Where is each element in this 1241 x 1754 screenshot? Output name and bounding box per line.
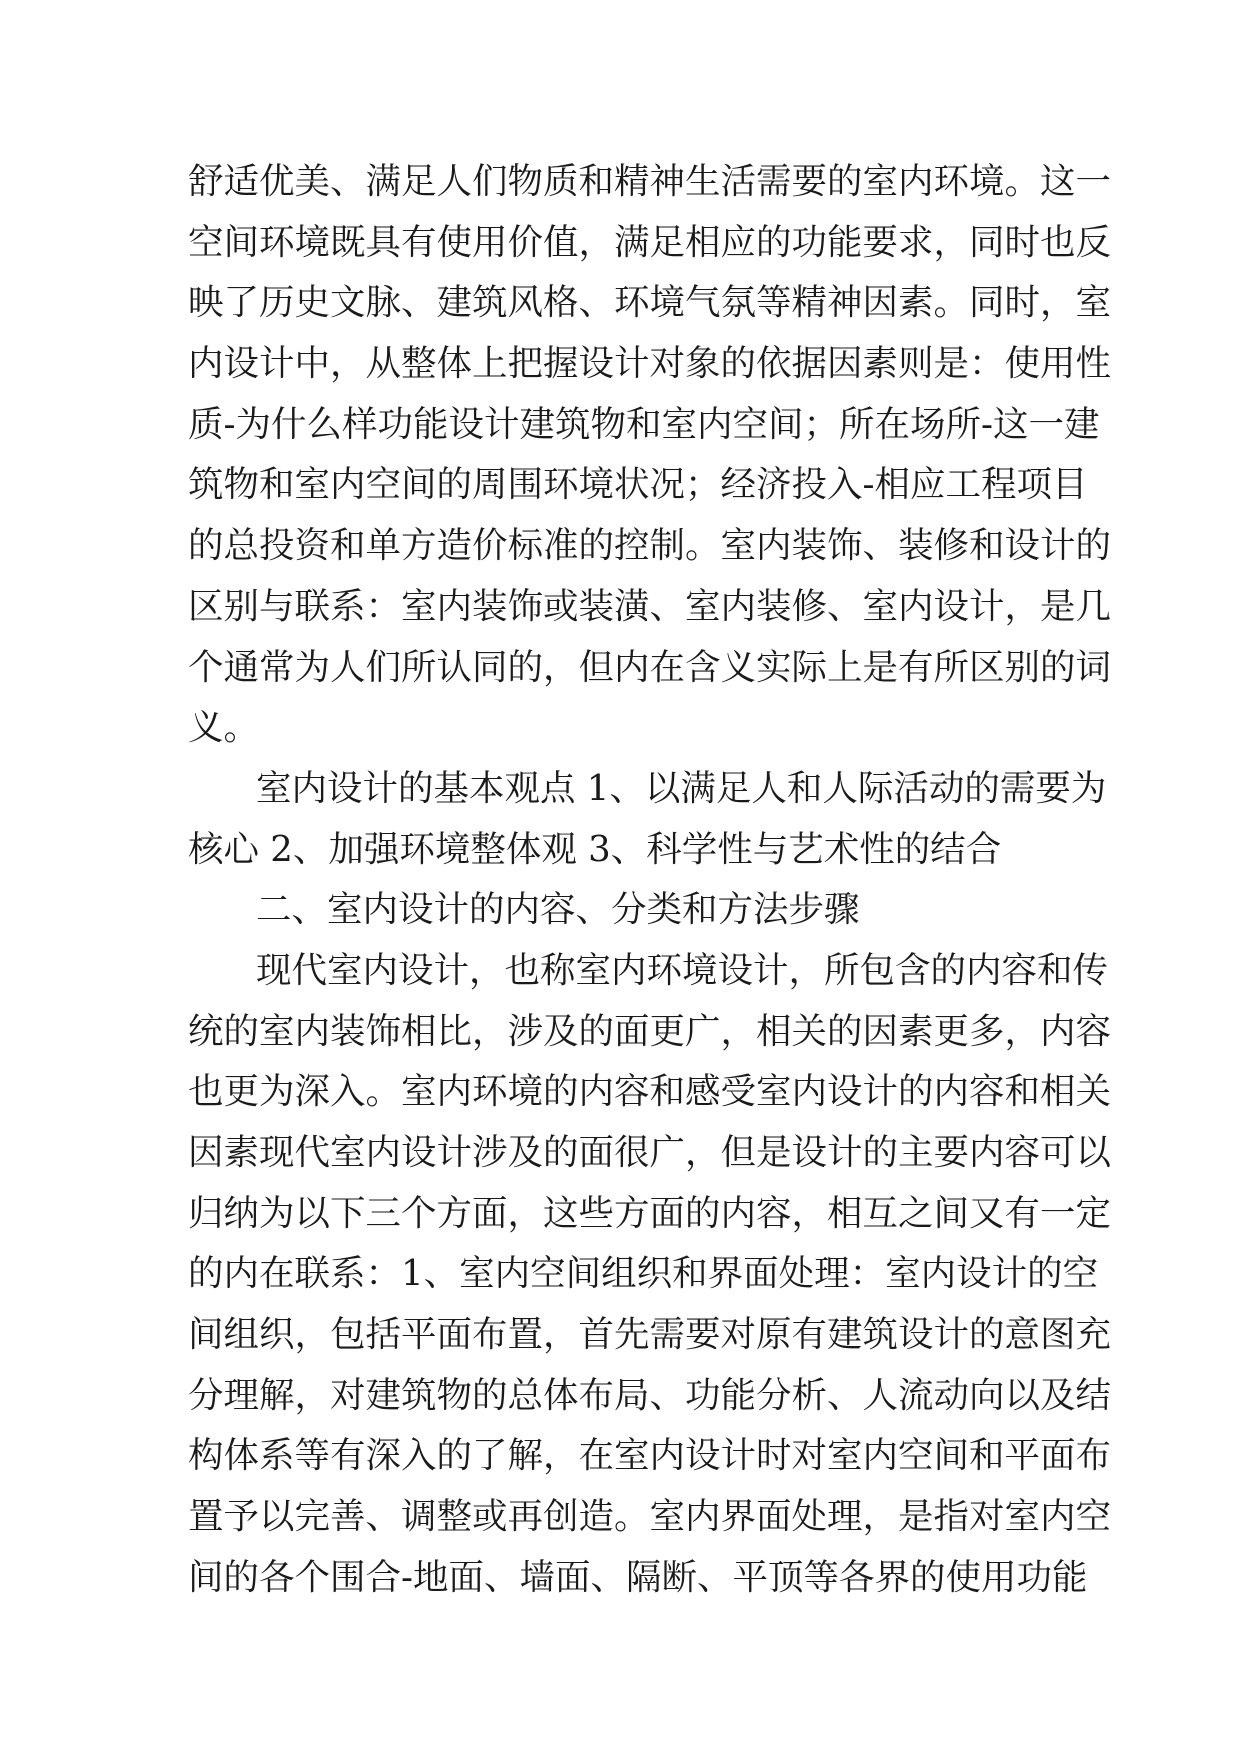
text-line: 的总投资和单方造价标准的控制。室内装饰、装修和设计的 [188,525,1112,567]
text-line: 空间环境既具有使用价值，满足相应的功能要求，同时也反 [188,221,1112,263]
text-line: 质-为什么样功能设计建筑物和室内空间；所在场所-这一建 [188,403,1100,445]
paragraph [188,941,1112,1609]
text-line: 构体系等有深入的了解，在室内设计时对室内空间和平面布 [188,1435,1112,1477]
paragraph [188,152,1112,759]
text-line: 因素现代室内设计涉及的面很广，但是设计的主要内容可以 [188,1132,1112,1173]
text-line: 归纳为以下三个方面，这些方面的内容，相互之间又有一定 [188,1192,1112,1234]
text-line: 分理解，对建筑物的总体布局、功能分析、人流动向以及结 [188,1374,1112,1416]
text-line: 间组织，包括平面布置，首先需要对原有建筑设计的意图充 [188,1314,1112,1356]
text-line: 筑物和室内空间的周围环境状况；经济投入-相应工程项目 [188,464,1088,506]
text-line: 义。 [188,707,260,749]
text-line: 舒适优美、满足人们物质和精神生活需要的室内环境。这一 [188,161,1112,202]
text-line: 室内设计的基本观点 1、以满足人和人际活动的需要为 [256,767,1107,809]
text-line: 间的各个围合-地面、墙面、隔断、平顶等各界的使用功能 [188,1556,1088,1598]
text-line: 的内在联系：1、室内空间组织和界面处理：室内设计的空 [188,1253,1099,1295]
text-line: 核心 2、加强环境整体观 3、科学性与艺术性的结合 [188,828,1002,870]
text-line: 统的室内装饰相比，涉及的面更广，相关的因素更多，内容 [188,1010,1112,1052]
text-line: 内设计中，从整体上把握设计对象的依据因素则是：使用性 [188,343,1112,385]
text-line: 置予以完善、调整或再创造。室内界面处理，是指对室内空 [188,1496,1112,1538]
paragraph [188,759,1107,880]
text-line: 也更为深入。室内环境的内容和感受室内设计的内容和相关 [188,1071,1112,1113]
document-body [188,152,1112,1609]
section-heading [188,880,1048,941]
text-line: 区别与联系：室内装饰或装潢、室内装修、室内设计，是几 [188,585,1112,627]
text-line: 现代室内设计，也称室内环境设计，所包含的内容和传 [256,949,1109,991]
text-line: 映了历史文脉、建筑风格、环境气氛等精神因素。同时，室 [188,282,1112,324]
text-line: 二、室内设计的内容、分类和方法步骤 [256,889,860,931]
text-line: 个通常为人们所认同的，但内在含义实际上是有所区别的词 [188,646,1112,688]
